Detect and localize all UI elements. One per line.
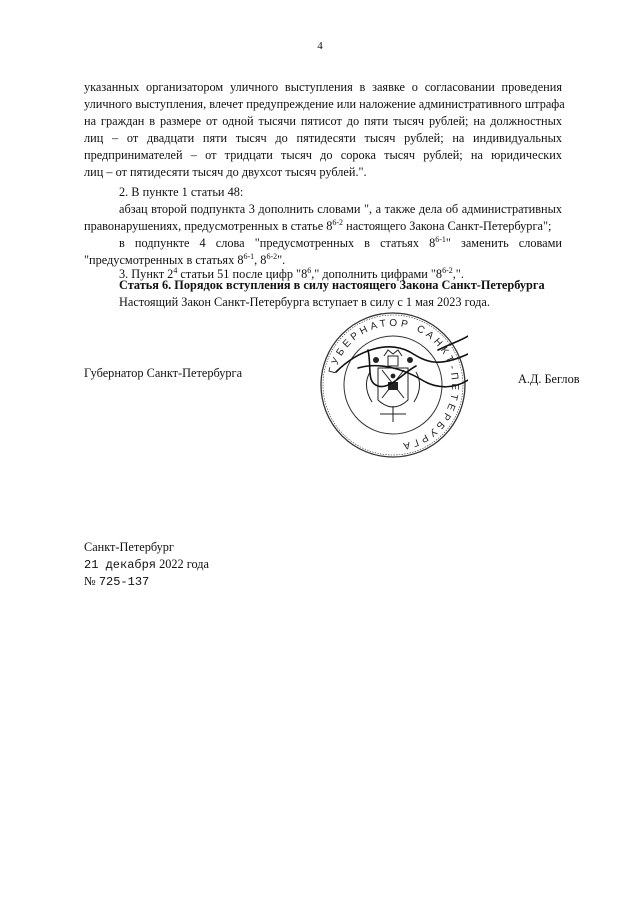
item-2-line-1: абзац второй подпункта 3 дополнить словами ", а также дела об административных (119, 202, 562, 216)
document-date: 21 декабря 2022 года (84, 557, 210, 572)
item-2-heading: 2. В пункте 1 статьи 48: (119, 185, 244, 199)
svg-text:ГУБЕРНАТОР САНКТ-ПЕТЕРБУРГА: ГУБЕРНАТОР САНКТ-ПЕТЕРБУРГА (327, 317, 461, 452)
body-line-1: указанных организатором уличного выступления в заявке о согласовании проведения (84, 80, 562, 94)
article-6-title: Статья 6. Порядок вступления в силу настоящего Закона Санкт-Петербурга (119, 278, 545, 292)
seal-stamp-icon (318, 310, 468, 460)
page-number: 4 (317, 40, 323, 52)
signatory-position: Губернатор Санкт-Петербурга (84, 366, 243, 380)
article-6-text: Настоящий Закон Санкт-Петербурга вступает в силу с 1 мая 2023 года. (119, 295, 490, 309)
body-line-3: на граждан в размере от одной тысячи пятисот до пяти тысяч рублей; на должностных (84, 114, 562, 128)
official-seal (318, 310, 468, 465)
item-2-line-2: правонарушениях, предусмотренных в статье 8$^{6-2}$ настоящего Закона Санкт-Петербурга"; (84, 218, 552, 233)
body-line-2: уличного выступления, влечет предупреждение или наложение административного штрафа (84, 97, 565, 111)
item-2-line-4: "предусмотренных в статьях 8$^{6-1}$, 8$^{6-2}$". (84, 252, 286, 267)
item-2-line-3: в подпункте 4 слова "предусмотренных в статьях 8$^{6-1}$" заменить словами (119, 235, 562, 250)
document-number: № 725-137 (84, 574, 150, 589)
signatory-name: А.Д. Беглов (518, 372, 580, 386)
item-3-line: 3. Пункт $2^4$ статьи 51 после цифр "$8^6$," дополнить цифрами "8$^{6-2}$,". (119, 266, 464, 281)
body-line-6: лиц – от пятидесяти тысяч до двухсот тысяч рублей.". (84, 165, 367, 179)
document-city: Санкт-Петербург (84, 540, 174, 554)
body-line-4: лиц – от двадцати пяти тысяч до пятидесяти тысяч рублей; на индивидуальных (84, 131, 562, 145)
body-line-5: предпринимателей – от тридцати тысяч до сорока тысяч рублей; на юридических (84, 148, 562, 162)
